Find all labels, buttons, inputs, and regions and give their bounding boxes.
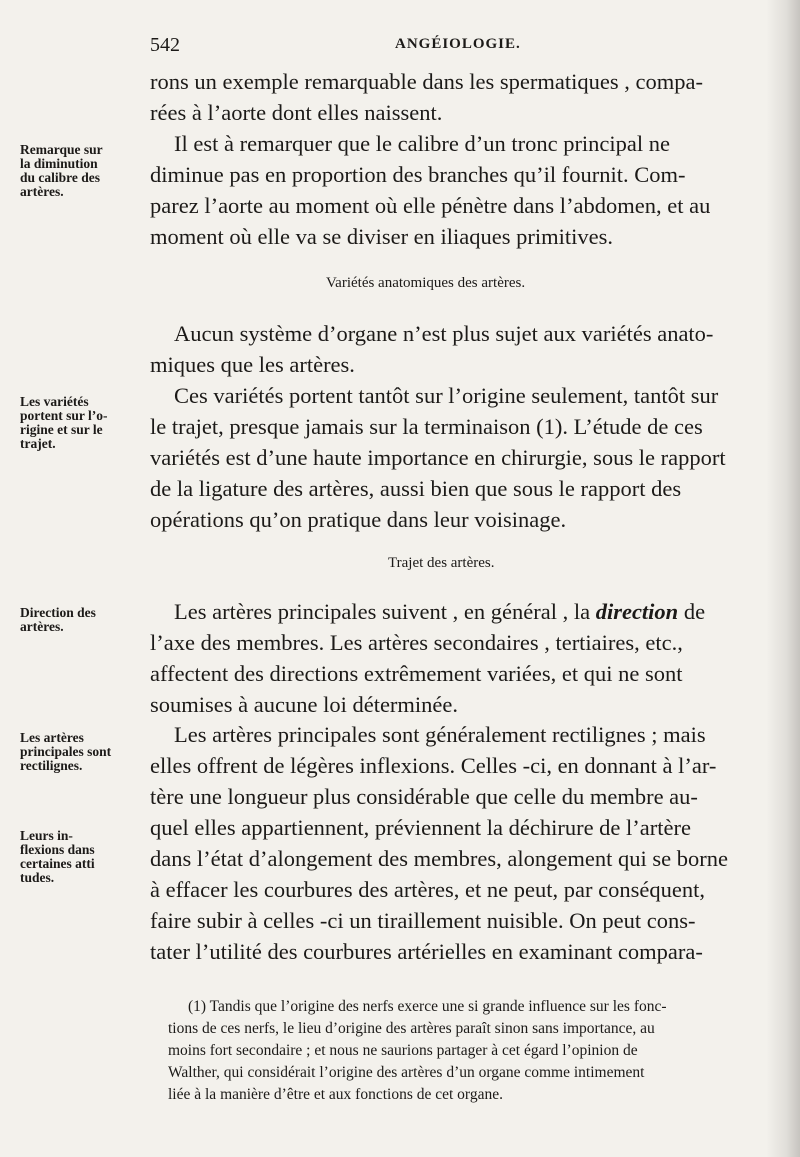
page-header [0, 34, 800, 58]
text-line: elles offrent de légères inflexions. Celles -ci, en donnant à l’ar- [150, 753, 717, 778]
text-line: variétés est d’une haute importance en chirurgie, sous le rapport [150, 445, 726, 470]
paragraph-4 [150, 380, 770, 535]
page-gutter-shadow [766, 0, 800, 1157]
margin-note-direction: Direction des artères. [20, 605, 96, 634]
footnote-line: Walther, qui considérait l’origine des artères d’un organe comme intimement [168, 1064, 645, 1081]
page-number: 542 [150, 34, 180, 56]
margin-note-calibre: Remarque sur la diminution du calibre des artères. [20, 142, 103, 199]
text-line: Il est à remarquer que le calibre d’un tronc principal ne [174, 131, 671, 156]
footnote-line: moins fort secondaire ; et nous ne saurions partager à cet égard l’opinion de [168, 1042, 638, 1059]
paragraph-6 [150, 719, 770, 967]
footnote-line: liée à la manière d’être et aux fonctions de cet organe. [168, 1086, 503, 1103]
text-line: de la ligature des artères, aussi bien que sous le rapport des [150, 476, 682, 501]
emphasis-direction: direction [595, 599, 679, 624]
text-line: parez l’aorte au moment où elle pénètre dans l’abdomen, et au [150, 193, 711, 218]
margin-note-rectilignes: Les artères principales sont rectilignes. [20, 730, 112, 773]
text-line: tère une longueur plus considérable que celle du membre au- [150, 784, 698, 809]
footnote-line: (1) Tandis que l’origine des nerfs exerce une si grande influence sur les fonc- [188, 998, 667, 1015]
running-head: ANGÉIOLOGIE. [395, 36, 521, 52]
text-line: Les artères principales suivent , en général , la direction de [174, 599, 706, 624]
text-line: faire subir à celles -ci un tiraillement nuisible. On peut cons- [150, 908, 696, 933]
text-line: miques que les artères. [150, 352, 355, 377]
text-line: Aucun système d’organe n’est plus sujet aux variétés anato- [174, 321, 714, 346]
section-heading-varietes: Variétés anatomiques des artères. [326, 275, 526, 291]
text-line: affectent des directions extrêmement variées, et qui ne sont [150, 661, 683, 686]
paragraph-5 [150, 596, 770, 720]
paragraph-1 [150, 66, 770, 128]
text-line: opérations qu’on pratique dans leur voisinage. [150, 507, 567, 532]
paragraph-3 [150, 318, 770, 380]
text-line: à effacer les courbures des artères, et ne peut, par conséquent, [150, 877, 705, 902]
section-heading-trajet: Trajet des artères. [388, 555, 495, 571]
text-line: Ces variétés portent tantôt sur l’origine seulement, tantôt sur [174, 383, 719, 408]
footnote-line: tions de ces nerfs, le lieu d’origine des artères paraît sinon sans importance, au [168, 1020, 655, 1037]
text-line: le trajet, presque jamais sur la terminaison (1). L’étude de ces [150, 414, 703, 439]
text-line: soumises à aucune loi déterminée. [150, 692, 459, 717]
text-line: l’axe des membres. Les artères secondaires , tertiaires, etc., [150, 630, 683, 655]
text-line: diminue pas en proportion des branches qu’il fournit. Com- [150, 162, 686, 187]
margin-note-varietes: Les variétés portent sur l’o- rigine et sur le trajet. [20, 394, 108, 451]
text-line: rons un exemple remarquable dans les spermatiques , compa- [150, 69, 703, 94]
text-line: dans l’état d’alongement des membres, alongement qui se borne [150, 846, 728, 871]
text-line: quel elles appartiennent, préviennent la déchirure de l’artère [150, 815, 691, 840]
text-line: moment où elle va se diviser en iliaques primitives. [150, 224, 614, 249]
text-line: tater l’utilité des courbures artérielles en examinant compara- [150, 939, 703, 964]
paragraph-2 [150, 128, 770, 252]
text-line: Les artères principales sont généralement rectilignes ; mais [174, 722, 706, 747]
margin-note-inflexions: Leurs in- flexions dans certaines atti tudes. [20, 828, 95, 885]
text-line: rées à l’aorte dont elles naissent. [150, 100, 443, 125]
footnote [168, 996, 768, 1106]
